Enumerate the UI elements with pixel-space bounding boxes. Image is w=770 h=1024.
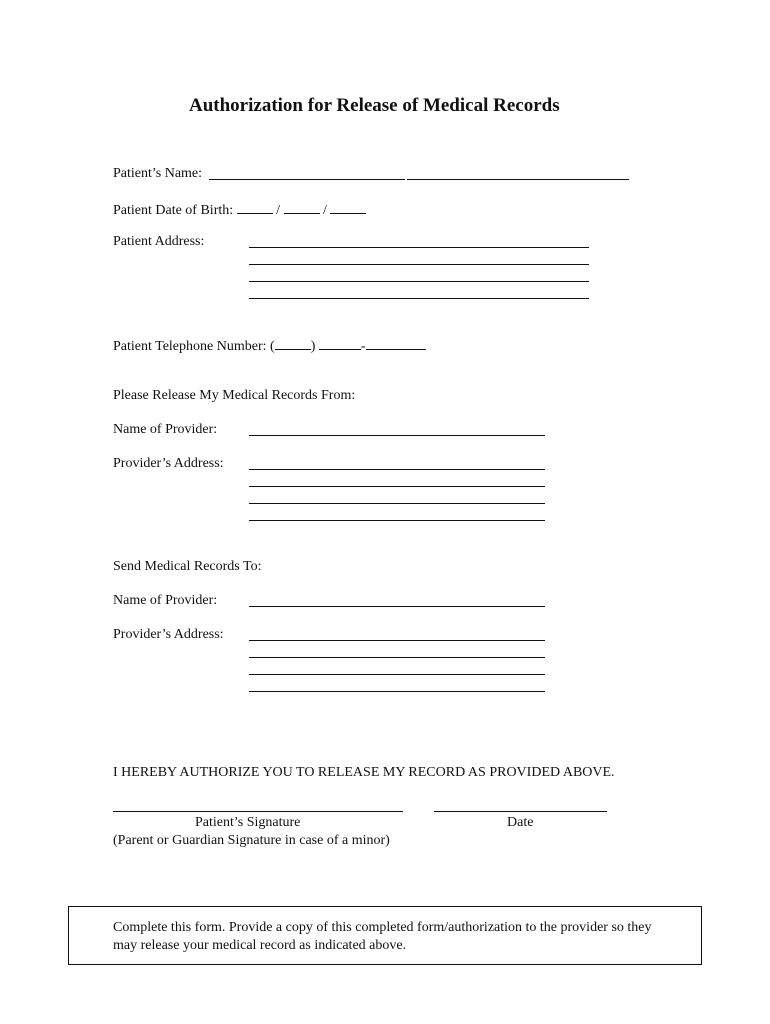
phone-row [113, 337, 426, 354]
instructions-text: Complete this form. Provide a copy of this completed form/authorization to the provider so they may release your medical record as indicated above. [113, 920, 652, 953]
patient-address-line[interactable] [249, 247, 589, 248]
patient-name-field-2[interactable] [407, 179, 629, 180]
authorization-statement: I HEREBY AUTHORIZE YOU TO RELEASE MY RECORD AS PROVIDED ABOVE. [113, 765, 615, 780]
send-to-address-line[interactable] [249, 691, 545, 692]
dob-month-field[interactable] [237, 201, 273, 214]
send-to-address-line[interactable] [249, 640, 545, 641]
patient-address-line[interactable] [249, 281, 589, 282]
dob-row [113, 201, 366, 218]
send-to-address-line[interactable] [249, 674, 545, 675]
phone-line-field[interactable] [366, 337, 426, 350]
send-to-provider-field[interactable] [249, 606, 545, 607]
date-label: Date [507, 815, 534, 830]
send-to-provider-label: Name of Provider: [113, 593, 218, 608]
phone-area-code-field[interactable] [275, 337, 311, 350]
instructions-box [68, 906, 702, 965]
send-to-address-label: Provider’s Address: [113, 627, 224, 642]
patient-address-label: Patient Address: [113, 234, 205, 249]
dob-day-field[interactable] [284, 201, 320, 214]
signature-field[interactable] [113, 811, 403, 812]
release-from-provider-field[interactable] [249, 435, 545, 436]
release-from-address-line[interactable] [249, 469, 545, 470]
patient-address-line[interactable] [249, 298, 589, 299]
phone-paren-open: ( [270, 339, 275, 354]
dob-separator: / [276, 203, 281, 218]
date-field[interactable] [434, 811, 607, 812]
send-to-address-line[interactable] [249, 657, 545, 658]
release-from-address-line[interactable] [249, 520, 545, 521]
dob-separator: / [323, 203, 327, 218]
phone-label: Patient Telephone Number: [113, 339, 267, 354]
patient-name-field[interactable] [209, 179, 405, 180]
phone-dash: - [360, 339, 366, 354]
phone-paren-close: ) [310, 339, 316, 354]
guardian-note: (Parent or Guardian Signature in case of a minor) [113, 833, 390, 848]
patient-address-line[interactable] [249, 264, 589, 265]
release-from-address-line[interactable] [249, 503, 545, 504]
release-from-address-label: Provider’s Address: [113, 456, 224, 471]
release-from-heading: Please Release My Medical Records From: [113, 388, 356, 403]
patient-name-label: Patient’s Name: [113, 166, 203, 181]
release-from-provider-label: Name of Provider: [113, 422, 218, 437]
page-title: Authorization for Release of Medical Records [189, 95, 560, 116]
dob-year-field[interactable] [330, 201, 366, 214]
dob-label: Patient Date of Birth: [113, 203, 234, 218]
release-from-address-line[interactable] [249, 486, 545, 487]
phone-prefix-field[interactable] [319, 337, 361, 350]
signature-label: Patient’s Signature [195, 815, 301, 830]
send-to-heading: Send Medical Records To: [113, 559, 262, 574]
